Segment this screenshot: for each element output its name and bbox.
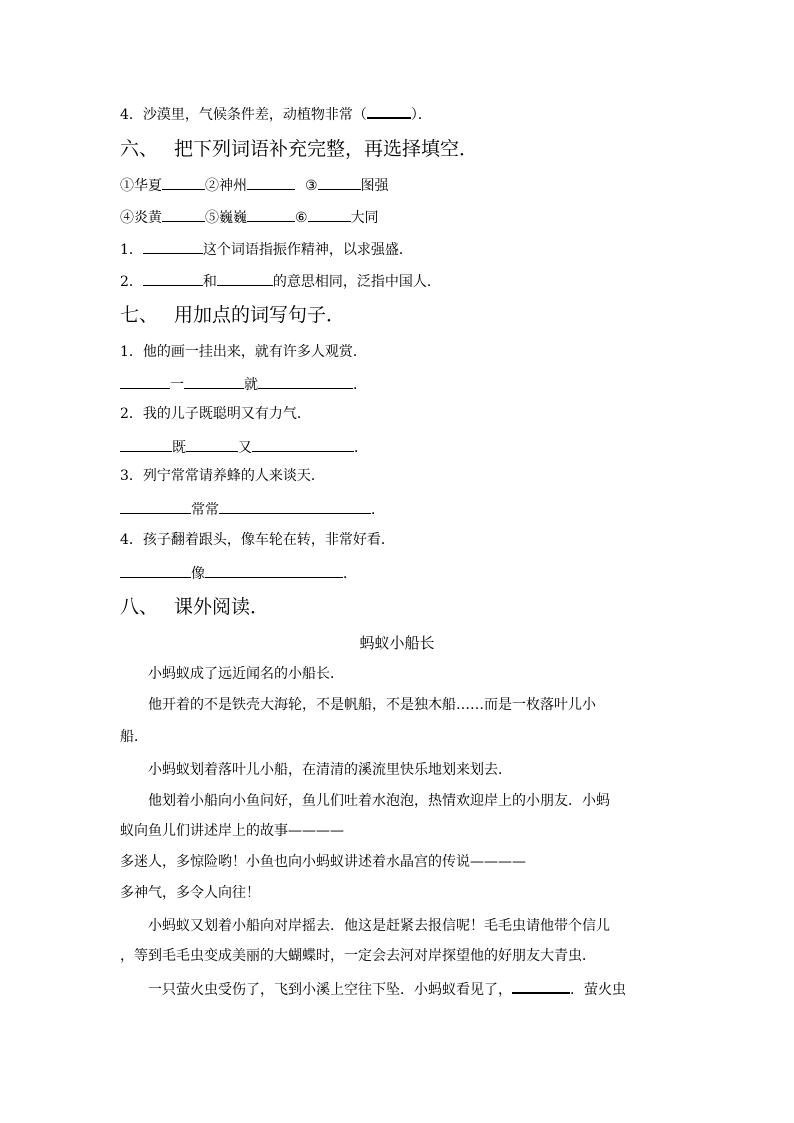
idiom-label: 图强 bbox=[360, 178, 389, 194]
answer-blank[interactable] bbox=[252, 436, 354, 452]
keyword: 又 bbox=[238, 440, 252, 456]
answer-blank[interactable] bbox=[247, 174, 295, 190]
paragraph-3: 小蚂蚁划着落叶儿小船，在清清的溪流里快乐地划来划去． bbox=[148, 762, 512, 778]
period: ． bbox=[371, 502, 385, 518]
section-number: 八、 bbox=[120, 596, 159, 618]
answer-blank[interactable] bbox=[120, 436, 172, 452]
item-text: 这个词语指振作精神，以求强盛． bbox=[202, 242, 413, 258]
sentence-3: 3．列宁常常请养蜂的人来谈天． bbox=[120, 468, 325, 484]
paragraph-5-line-1: 小蚂蚁又划着小船向对岸摇去．他这是赶紧去报信呢！毛毛虫请他带个信儿 bbox=[148, 918, 610, 934]
period: ． bbox=[343, 566, 357, 582]
paragraph-text: 一只萤火虫受伤了，飞到小溪上空往下坠．小蚂蚁看见了， bbox=[148, 982, 512, 998]
paragraph-4-line-3: 多迷人，多惊险哟！小鱼也向小蚂蚁讲述着水晶宫的传说———— bbox=[120, 854, 526, 870]
answer-blank[interactable] bbox=[318, 174, 361, 190]
answer-blank[interactable] bbox=[205, 562, 343, 578]
period: ． bbox=[354, 440, 368, 456]
question-4-suffix: ）． bbox=[410, 107, 432, 123]
answer-blank[interactable] bbox=[217, 270, 273, 286]
idiom-label: 大同 bbox=[350, 210, 379, 226]
keyword: 既 bbox=[172, 440, 186, 456]
idiom-row-1 bbox=[120, 174, 389, 196]
section-title: 把下列词语补充完整，再选择填空． bbox=[174, 138, 479, 160]
answer-blank[interactable] bbox=[308, 206, 351, 222]
answer-blank[interactable] bbox=[120, 498, 191, 514]
sentence-4: 4．孩子翻着跟头，像车轮在转，非常好看． bbox=[120, 532, 395, 548]
answer-blank[interactable] bbox=[162, 206, 205, 222]
sentence-3-answer bbox=[120, 498, 385, 520]
answer-blank[interactable] bbox=[186, 436, 238, 452]
keyword: 就 bbox=[244, 377, 258, 393]
period: ． bbox=[353, 377, 367, 393]
section-title: 用加点的词写句子． bbox=[174, 304, 346, 326]
paragraph-text: ．萤火虫 bbox=[570, 982, 626, 998]
idiom-label: ⑥ bbox=[295, 210, 308, 226]
answer-blank[interactable] bbox=[512, 977, 570, 994]
item-number: 1． bbox=[120, 242, 143, 258]
sentence-1: 1．他的画一挂出来，就有许多人观赏． bbox=[120, 344, 367, 360]
answer-blank[interactable] bbox=[120, 373, 170, 389]
paragraph-4-line-4: 多神气，多令人向往！ bbox=[120, 885, 260, 901]
paragraph-2-line-2: 船． bbox=[120, 729, 148, 745]
sentence-2: 2．我的儿子既聪明又有力气． bbox=[120, 406, 311, 422]
section-7-heading bbox=[120, 302, 345, 328]
question-4-prefix: 4．沙漠里，气候条件差，动植物非常（ bbox=[120, 107, 367, 123]
idiom-label: ③ bbox=[305, 178, 318, 194]
answer-blank[interactable] bbox=[258, 373, 353, 389]
paragraph-1: 小蚂蚁成了远近闻名的小船长． bbox=[148, 666, 344, 682]
section-number: 七、 bbox=[120, 304, 159, 326]
answer-blank[interactable] bbox=[367, 102, 411, 119]
paragraph-4-line-1: 他划着小船向小鱼问好，鱼儿们吐着水泡泡，热情欢迎岸上的小朋友．小蚂 bbox=[148, 793, 610, 809]
section-title: 课外阅读． bbox=[174, 596, 270, 618]
keyword: 常常 bbox=[191, 502, 219, 518]
keyword: 像 bbox=[191, 566, 205, 582]
sentence-1-answer bbox=[120, 373, 367, 395]
answer-blank[interactable] bbox=[162, 174, 205, 190]
question-4 bbox=[120, 102, 432, 125]
idiom-label: ④炎黄 bbox=[120, 210, 162, 226]
idiom-row-2 bbox=[120, 206, 379, 228]
section-6-heading bbox=[120, 136, 478, 162]
sentence-4-answer bbox=[120, 562, 357, 584]
answer-blank[interactable] bbox=[120, 562, 191, 578]
section-6-item-1 bbox=[120, 238, 413, 260]
section-number: 六、 bbox=[120, 138, 159, 160]
idiom-label: ②神州 bbox=[205, 178, 247, 194]
paragraph-5-line-2: ，等到毛毛虫变成美丽的大蝴蝶时，一定会去河对岸探望他的好朋友大青虫． bbox=[120, 948, 596, 964]
paragraph-4-line-2: 蚁向鱼儿们讲述岸上的故事———— bbox=[120, 823, 344, 839]
idiom-label: ⑤巍巍 bbox=[205, 210, 247, 226]
paragraph-2-line-1: 他开着的不是铁壳大海轮，不是帆船，不是独木船……而是一枚落叶儿小 bbox=[148, 697, 596, 713]
item-text: 的意思相同，泛指中国人． bbox=[272, 274, 441, 290]
answer-blank[interactable] bbox=[143, 238, 203, 254]
keyword: 一 bbox=[170, 377, 184, 393]
section-8-heading bbox=[120, 594, 269, 620]
sentence-2-answer bbox=[120, 436, 368, 458]
story-title: 蚂蚁小船长 bbox=[359, 634, 435, 652]
section-6-item-2 bbox=[120, 270, 441, 292]
answer-blank[interactable] bbox=[247, 206, 295, 222]
idiom-label: ①华夏 bbox=[120, 178, 162, 194]
item-number: 2． bbox=[120, 274, 143, 290]
paragraph-6-line-1 bbox=[148, 977, 626, 1000]
answer-blank[interactable] bbox=[184, 373, 244, 389]
item-text: 和 bbox=[202, 274, 217, 290]
answer-blank[interactable] bbox=[219, 498, 371, 514]
answer-blank[interactable] bbox=[143, 270, 203, 286]
